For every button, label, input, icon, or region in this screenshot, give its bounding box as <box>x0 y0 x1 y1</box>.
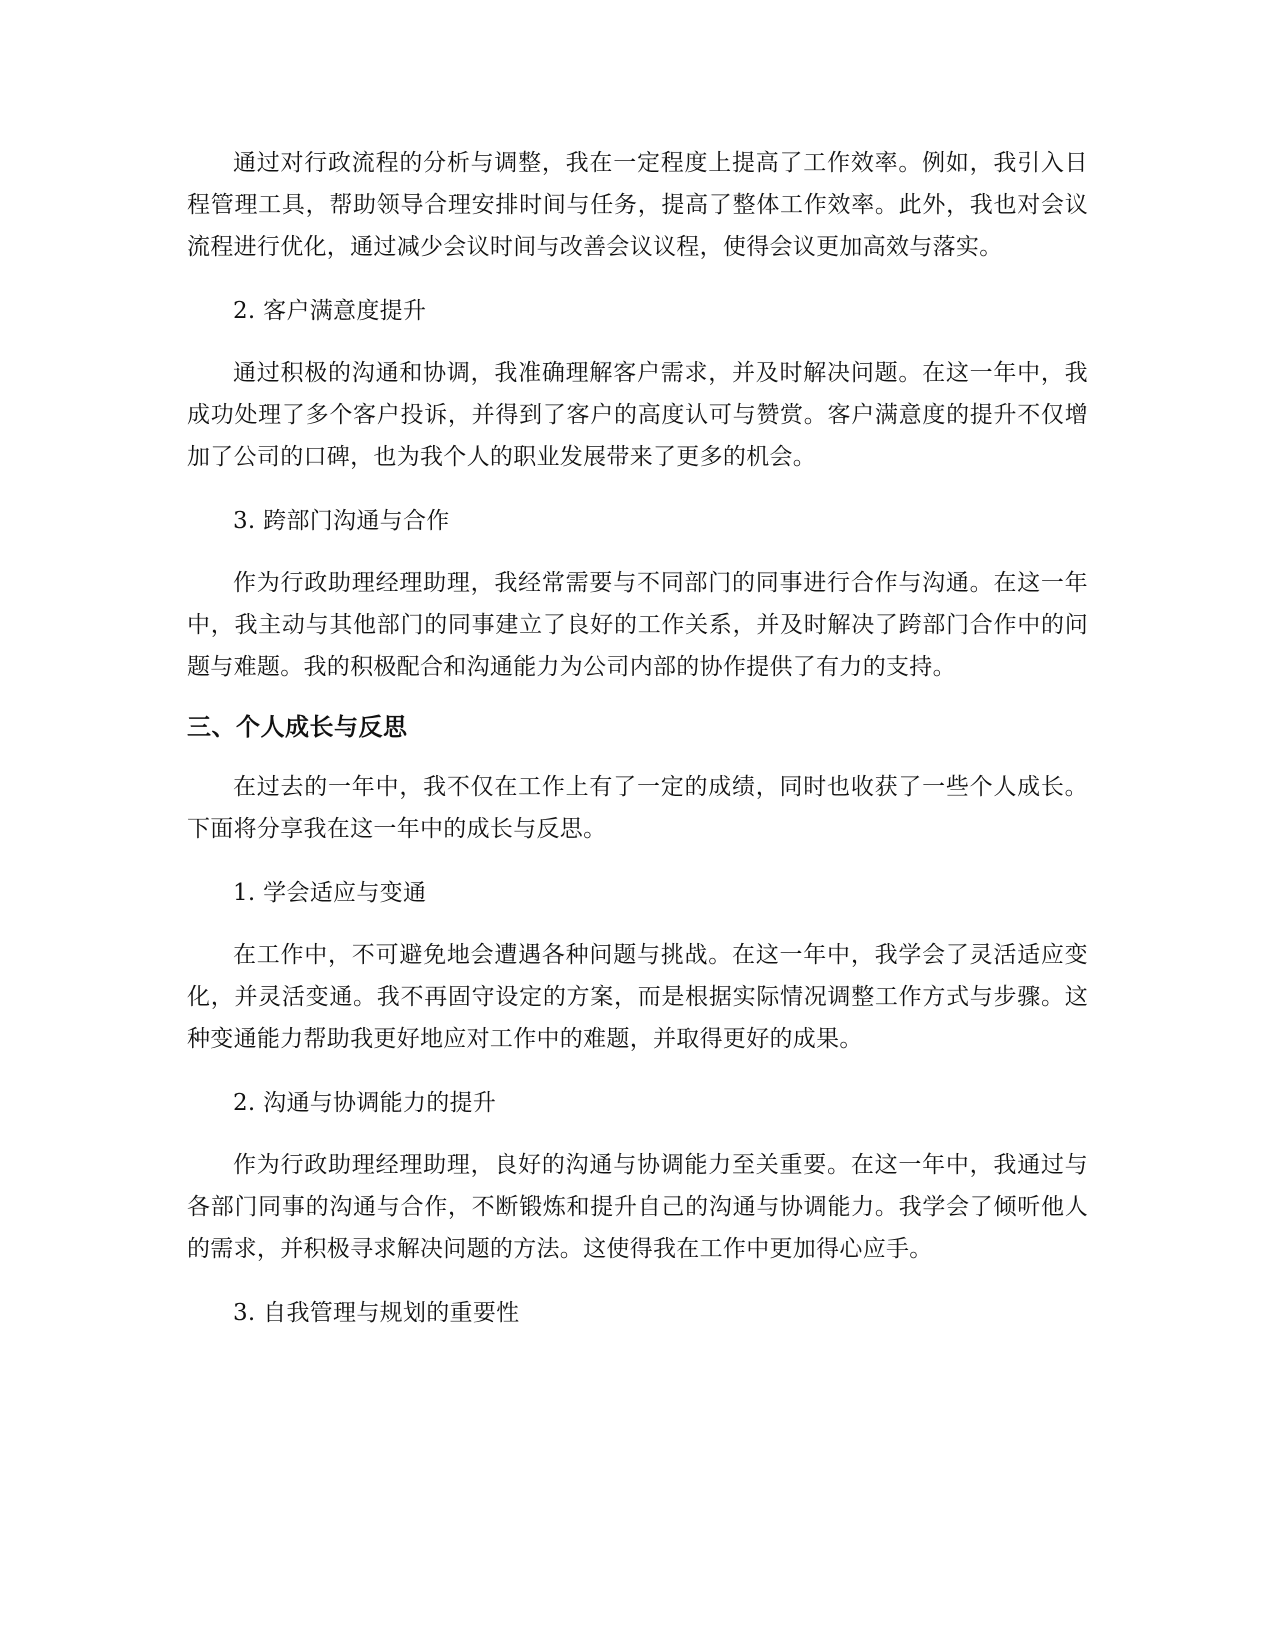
spacer <box>187 914 1088 934</box>
spacer <box>187 748 1088 766</box>
item-title-self-management: 3. 自我管理与规划的重要性 <box>233 1300 520 1326</box>
spacer <box>187 688 1088 706</box>
spacer <box>187 1270 1088 1292</box>
item-title-communication: 2. 沟通与协调能力的提升 <box>233 1090 497 1116</box>
spacer <box>187 268 1088 290</box>
section-heading-personal-growth: 三、个人成长与反思 <box>187 713 408 741</box>
item-body-communication: 作为行政助理经理助理，良好的沟通与协调能力至关重要。在这一年中，我通过与各部门同事的沟通与合作，不断锻炼和提升自己的沟通与协调能力。我学会了倾听他人的需求，并积极寻求解决问题的方法。这使得我在工作中更加得心应手。 <box>187 1152 1088 1262</box>
spacer <box>187 850 1088 872</box>
item-body-cross-department: 作为行政助理经理助理，我经常需要与不同部门的同事进行合作与沟通。在这一年中，我主动与其他部门的同事建立了良好的工作关系，并及时解决了跨部门合作中的问题与难题。我的积极配合和沟通能力为公司内部的协作提供了有力的支持。 <box>187 570 1088 680</box>
item-body-customer-satisfaction: 通过积极的沟通和协调，我准确理解客户需求，并及时解决问题。在这一年中，我成功处理了多个客户投诉，并得到了客户的高度认可与赞赏。客户满意度的提升不仅增加了公司的口碑，也为我个人的职业发展带来了更多的机会。 <box>187 360 1088 470</box>
intro-paragraph: 通过对行政流程的分析与调整，我在一定程度上提高了工作效率。例如，我引入日程管理工具，帮助领导合理安排时间与任务，提高了整体工作效率。此外，我也对会议流程进行优化，通过减少会议时间与改善会议议程，使得会议更加高效与落实。 <box>187 150 1088 260</box>
spacer <box>187 1124 1088 1144</box>
spacer <box>187 542 1088 562</box>
spacer <box>187 1060 1088 1082</box>
spacer <box>187 332 1088 352</box>
item-title-cross-department: 3. 跨部门沟通与合作 <box>233 508 450 534</box>
spacer <box>187 478 1088 500</box>
item-title-customer-satisfaction: 2. 客户满意度提升 <box>233 298 427 324</box>
item-body-adaptability: 在工作中，不可避免地会遭遇各种问题与挑战。在这一年中，我学会了灵活适应变化，并灵活变通。我不再固守设定的方案，而是根据实际情况调整工作方式与步骤。这种变通能力帮助我更好地应对工作中的难题，并取得更好的成果。 <box>187 942 1088 1052</box>
item-title-adaptability: 1. 学会适应与变通 <box>233 880 427 906</box>
section-intro-personal-growth: 在过去的一年中，我不仅在工作上有了一定的成绩，同时也收获了一些个人成长。下面将分享我在这一年中的成长与反思。 <box>187 774 1088 842</box>
